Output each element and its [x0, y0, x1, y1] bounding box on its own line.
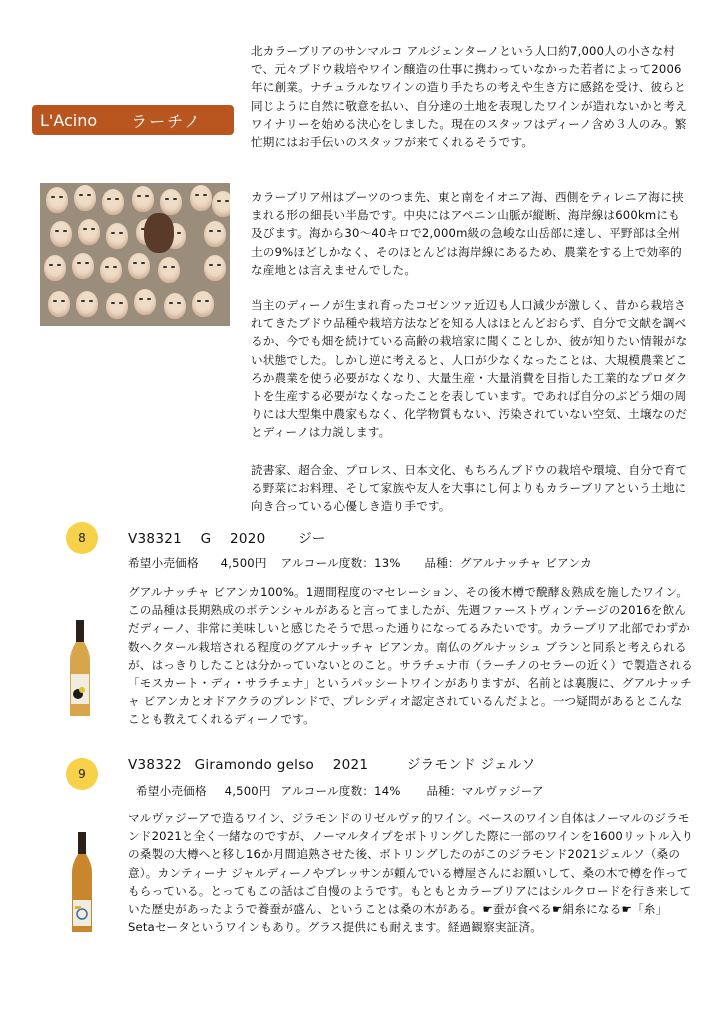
alcohol-value: アルコール度数：13%	[280, 556, 401, 570]
wine-name: G	[200, 531, 212, 547]
intro-paragraph-4: 読書家、超合金、プロレス、日本文化、もちろんブドウの栽培や環境、自分で育てる野菜にお料理、そして家族や友人を大事にし何よりもカラーブリアという土地に向き合っている心優しき造り手です。	[251, 463, 688, 514]
wine-code: V38322	[128, 757, 182, 773]
wine-vintage: 2021	[332, 757, 369, 773]
wine-heading	[128, 527, 326, 547]
wine-number-badge	[66, 522, 98, 554]
wine-spec-line	[136, 783, 544, 799]
variety-value: 品種：グアルナッチャ ビアンカ	[424, 556, 592, 570]
wine-number-badge	[66, 758, 98, 790]
wine-number: 8	[78, 531, 86, 545]
producer-name-en: L'Acino	[40, 110, 98, 130]
producer-photo	[40, 183, 230, 326]
wine-spec-line	[128, 555, 592, 571]
price-label: 希望小売価格	[128, 556, 199, 570]
intro-paragraph-1: 北カラーブリアのサンマルコ アルジェンターノという人口約7,000人の小さな村で、元々ブドウ栽培やワイン醸造の仕事に携わっていなかった若者によって2006年に創業。ナチュラルなワインの造り手たちの考えや生き方に感銘を受け、彼らと同じように自然に敬意を払い、自分達の土地を表現したワインが造れないかと考えワイナリーを始める決心をしました。現在のスタッフはディーノ含め３人のみ。繁忙期にはお手伝いのスタッフが来てくれるそうです。	[251, 44, 688, 150]
alcohol-value: アルコール度数：14%	[280, 784, 401, 798]
intro-paragraph-2: カラーブリア州はブーツのつま先、東と南をイオニア海、西側をティレニア海に挟まれる形の細長い半島です。中央にはアペニン山脈が縦断、海岸線は600kmにも及びます。海から30～40キロで2,000m級の急峻な山岳部に達し、平野部は全州土の9%ほどしかなく、そのほとんどは海岸線にあるため、農業をする上で効率的な産地とは言えませんでした。	[251, 190, 684, 277]
wine-description: グアルナッチャ ビアンカ100%。1週間程度のマセレーション、その後木樽で醗酵＆熟成を施したワイン。この品種は長期熟成のポテンシャルがあると言ってましたが、先週ファーストヴィンテージの2016を飲んだディーノ、非常に美味しいと感じたそうで思った通りになってるみたいです。カラーブリア北部でわずか数ヘクタール栽培される程度のグアルナッチャ ビアンカ。南仏のグルナッシュ ブランと同系と考えられるが、はっきりしたことは分かっていないとのこと。サラチェナ市（ラーチノのセラーの近く）で製造される「モスカート・ディ・サラチェナ」というパッシートワインがありますが、名前とは裏腹に、グアルナッチャ ビアンカとオドアクラのブレンドで、プレシディオ認定されているんだよと。一つ疑問があるとこんなことも教えてくれるディーノです。	[128, 585, 693, 727]
wine-code: V38321	[128, 531, 182, 547]
wine-bottle-image	[64, 830, 100, 934]
wine-heading	[128, 753, 535, 773]
wine-bottle-image	[62, 618, 98, 718]
wine-vintage: 2020	[229, 531, 266, 547]
producer-name-jp: ラーチノ	[131, 111, 203, 131]
wine-description: マルヴァジーアで造るワイン、ジラモンドのリゼルヴァ的ワイン。ベースのワイン自体はノーマルのジラモンド2021と全く一緒なのですが、ノーマルタイプをボトリングした際に一部のワインを1600リットル入りの桑製の大樽へと移し16か月間追熟させた後、ボトリングしたのがこのジラモンド2021ジェルソ（桑の意）。カンティーナ ジャルディーノやブレッサンが頼んでいる樽屋さんにお願いして、桑の木で樽を作ってもらっている。とってもこの話はご自慢のようです。もともとカラーブリアにはシルクロードを行き来していた歴史があったようで養蚕が盛ん、ということは桑の木がある。☛蚕が食べる☛絹糸になる☛「糸」Setaセータというワインもあり。グラス提供にも耐えます。経過観察実証済。	[128, 811, 694, 935]
variety-value: 品種：マルヴァジーア	[426, 784, 544, 798]
price-label: 希望小売価格	[136, 784, 207, 798]
wine-number: 9	[78, 767, 86, 781]
producer-title-bar	[32, 105, 234, 135]
wine-name: Giramondo gelso	[194, 757, 315, 773]
price-value: 4,500円	[220, 556, 267, 570]
intro-paragraph-3: 当主のディーノが生まれ育ったコゼンツァ近辺も人口減少が激しく、昔から栽培されてきたブドウ品種や栽培方法などを知る人はほとんどおらず、自分で文献を調べるか、今でも畑を続けている高齢の栽培家に聞くことしか、彼が知りたい情報がない状態でした。しかし逆に考えると、人口が少なくなったことは、大規模農業どころか農業を使う必要がなくなり、大量生産・大量消費を目指した工業的なプロダクトを生産する必要がなくなったことを表しています。であれば自分のぶどう畑の周りには大型集中農家もなく、化学物質もない、汚染されていない空気、土壌なのだとディーノは力説します。	[251, 298, 688, 440]
wine-name-jp: ジー	[298, 531, 326, 547]
price-value: 4,500円	[224, 784, 271, 798]
wine-name-jp: ジラモンド ジェルソ	[406, 757, 536, 773]
